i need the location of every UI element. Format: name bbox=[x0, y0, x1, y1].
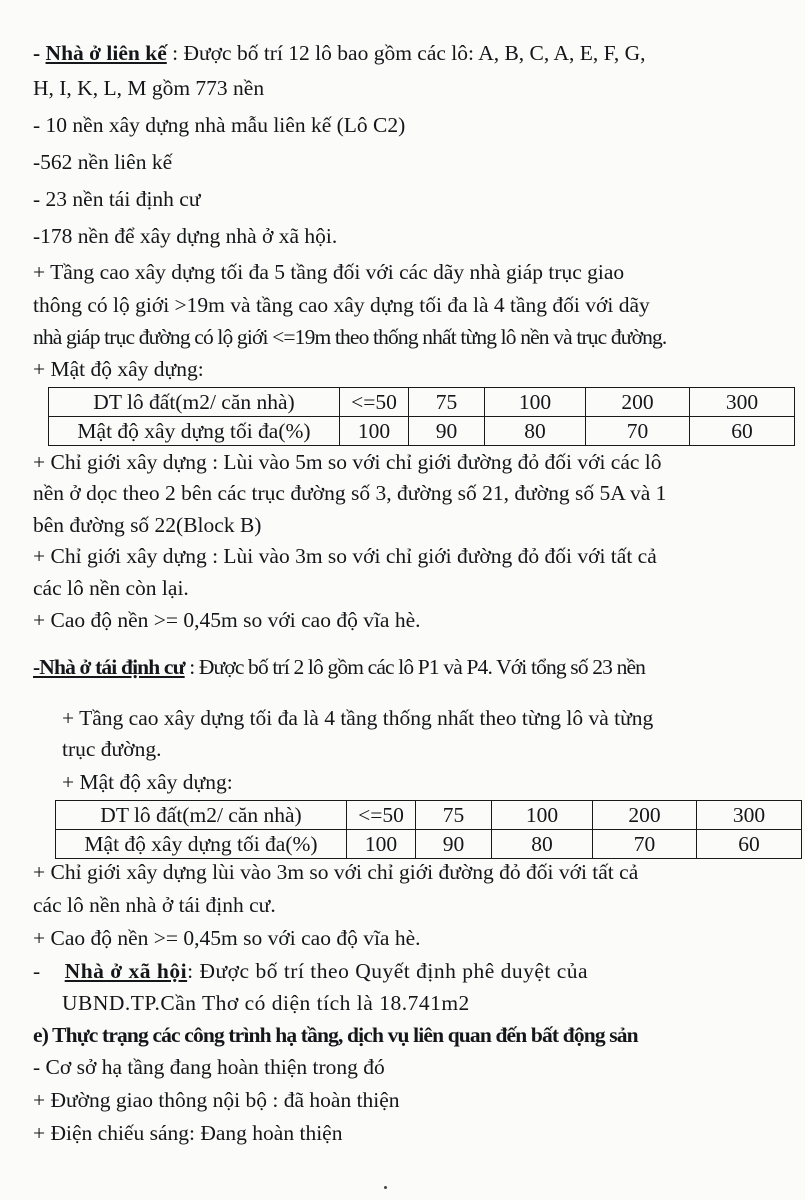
table-cell: 80 bbox=[485, 417, 586, 446]
table-header-cell: DT lô đất(m2/ căn nhà) bbox=[56, 801, 347, 830]
table-row bbox=[56, 801, 802, 830]
s1-line-10: + Mật độ xây dựng: bbox=[33, 357, 204, 381]
table-cell: <=50 bbox=[347, 801, 416, 830]
table-cell: <=50 bbox=[340, 388, 409, 417]
s3-line-1 bbox=[33, 956, 775, 986]
s1-line-12: nền ở dọc theo 2 bên các trục đường số 3, đường số 21, đường số 5A và 1 bbox=[33, 481, 667, 505]
table-cell: 90 bbox=[416, 830, 492, 859]
s1-line-5: - 23 nền tái định cư bbox=[33, 187, 201, 211]
s4-line-1: - Cơ sở hạ tầng đang hoàn thiện trong đó bbox=[33, 1055, 385, 1079]
s1-line-13: bên đường số 22(Block B) bbox=[33, 513, 262, 537]
table-cell: 100 bbox=[340, 417, 409, 446]
s1-line-3: - 10 nền xây dựng nhà mẫu liên kế (Lô C2) bbox=[33, 113, 406, 137]
table-cell: 90 bbox=[409, 417, 485, 446]
s3-heading: Nhà ở xã hội bbox=[64, 959, 188, 983]
s2-line-7: + Cao độ nền >= 0,45m so với cao độ vĩa hè. bbox=[33, 926, 421, 950]
table-cell: 70 bbox=[593, 830, 697, 859]
s1-line-7: + Tầng cao xây dựng tối đa 5 tầng đối với các dãy nhà giáp trục giao bbox=[33, 260, 625, 284]
s2-line-2: + Tầng cao xây dựng tối đa là 4 tầng thống nhất theo từng lô và từng bbox=[62, 706, 654, 730]
table-row bbox=[49, 417, 795, 446]
s1-line-15: các lô nền còn lại. bbox=[33, 576, 189, 600]
table-header-cell: DT lô đất(m2/ căn nhà) bbox=[49, 388, 340, 417]
table-cell: 70 bbox=[586, 417, 690, 446]
s1-line-9: nhà giáp trục đường có lộ giới <=19m theo thống nhất từng lô nền và trục đường. bbox=[33, 325, 667, 349]
s1-line-6: -178 nền để xây dựng nhà ở xã hội. bbox=[33, 224, 338, 248]
s2-line-6: các lô nền nhà ở tái định cư. bbox=[33, 893, 276, 917]
s1-line-14: + Chỉ giới xây dựng : Lùi vào 3m so với chỉ giới đường đỏ đối với tất cả bbox=[33, 544, 657, 568]
s2-line-5: + Chỉ giới xây dựng lùi vào 3m so với chỉ giới đường đỏ đối với tất cả bbox=[33, 860, 639, 884]
table-row bbox=[56, 830, 802, 859]
s3-dash: - bbox=[33, 959, 41, 983]
s1-heading: Nhà ở liên kế bbox=[45, 41, 167, 65]
s1-dash: - bbox=[33, 41, 46, 65]
table-cell: 75 bbox=[409, 388, 485, 417]
table-header-cell: Mật độ xây dựng tối đa(%) bbox=[49, 417, 340, 446]
s1-line-8: thông có lộ giới >19m và tầng cao xây dựng tối đa là 4 tầng đối với dãy bbox=[33, 293, 650, 317]
scan-speck bbox=[384, 1186, 387, 1189]
table-row bbox=[49, 388, 795, 417]
s2-line-4: + Mật độ xây dựng: bbox=[62, 770, 233, 794]
s4-heading: e) Thực trạng các công trình hạ tầng, dịch vụ liên quan đến bất động sản bbox=[33, 1023, 638, 1047]
s3-line-2: UBND.TP.Cần Thơ có diện tích là 18.741m2 bbox=[62, 991, 470, 1015]
table-cell: 60 bbox=[690, 417, 795, 446]
table-cell: 300 bbox=[697, 801, 802, 830]
table-cell: 80 bbox=[492, 830, 593, 859]
s1-line-16: + Cao độ nền >= 0,45m so với cao độ vĩa hè. bbox=[33, 608, 421, 632]
s2-heading: -Nhà ở tái định cư bbox=[33, 655, 185, 679]
table-cell: 200 bbox=[593, 801, 697, 830]
s1-line-1 bbox=[33, 38, 775, 68]
s2-line-3: trục đường. bbox=[62, 737, 162, 761]
table-cell: 100 bbox=[485, 388, 586, 417]
density-table-1 bbox=[48, 387, 795, 446]
s1-line-1-text: : Được bố trí 12 lô bao gồm các lô: A, B, C, A, E, F, G, bbox=[166, 41, 646, 65]
density-table-2 bbox=[55, 800, 802, 859]
s1-line-2: H, I, K, L, M gồm 773 nền bbox=[33, 76, 265, 100]
table-cell: 200 bbox=[586, 388, 690, 417]
table-cell: 60 bbox=[697, 830, 802, 859]
table-cell: 300 bbox=[690, 388, 795, 417]
s1-line-4: -562 nền liên kế bbox=[33, 150, 173, 174]
table-cell: 75 bbox=[416, 801, 492, 830]
table-cell: 100 bbox=[347, 830, 416, 859]
s4-line-2: + Đường giao thông nội bộ : đã hoàn thiện bbox=[33, 1088, 400, 1112]
s1-line-11: + Chỉ giới xây dựng : Lùi vào 5m so với chỉ giới đường đỏ đối với các lô bbox=[33, 450, 662, 474]
s2-line-1 bbox=[33, 652, 775, 682]
s3-line-1-text: : Được bố trí theo Quyết định phê duyệt của bbox=[187, 959, 589, 983]
s4-line-3: + Điện chiếu sáng: Đang hoàn thiện bbox=[33, 1121, 343, 1145]
table-cell: 100 bbox=[492, 801, 593, 830]
table-header-cell: Mật độ xây dựng tối đa(%) bbox=[56, 830, 347, 859]
s2-line-1-text: : Được bố trí 2 lô gồm các lô P1 và P4. Với tổng số 23 nền bbox=[184, 655, 646, 679]
